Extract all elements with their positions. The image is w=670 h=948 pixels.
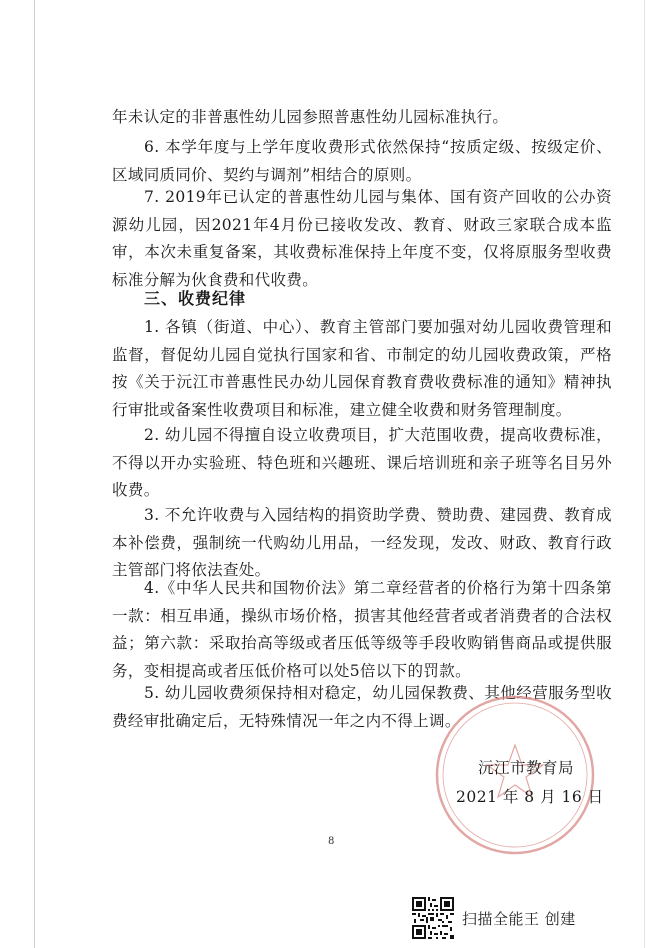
discipline-item-2: 2. 幼儿园不得擅自设立收费项目，扩大范围收费，提高收费标准，不得以开办实验班、特色班和兴趣班、课后培训班和亲子班等名目另外收费。 (112, 426, 612, 499)
scan-left-edge (34, 0, 35, 948)
discipline-item-1: 1. 各镇（街道、中心）、教育主管部门要加强对幼儿园收费管理和监督，督促幼儿园自觉执行国家和省、市制定的幼儿园收费政策，严格按《关于沅江市普惠性民办幼儿园保育教育费收费标准的通知》精神执行审批或备案性收费项目和标准，建立健全收费和财务管理制度。 (112, 318, 612, 419)
section-heading: 三、收费纪律 (144, 289, 247, 308)
scan-right-edge (644, 0, 645, 948)
discipline-item-5: 5. 幼儿园收费须保持相对稳定，幼儿园保教费、其他经营服务型收费经审批确定后，无特殊情况一年之内不得上调。 (112, 684, 612, 730)
discipline-item-4: 4.《中华人民共和国物价法》第二章经营者的价格行为第十四条第一款：相互串通，操纵市场价格，损害其他经营者或者消费者的合法权益；第六款：采取抬高等级或者压低等级等手段收购销售商品或提供服务，变相提高或者压低价格可以处5倍以下的罚款。 (112, 579, 612, 680)
scanner-app-label: 扫描全能王 创建 (462, 909, 576, 928)
paragraph-item-6: 6. 本学年度与上学年度收费形式依然保持“按质定级、按级定价、区域同质同价、契约与调剂”相结合的原则。 (112, 138, 612, 184)
page-number: 8 (328, 836, 335, 847)
issue-date: 2021 年 8 月 16 日 (456, 788, 604, 806)
scanner-watermark (412, 896, 576, 940)
qr-code-icon (412, 897, 454, 939)
discipline-item-3: 3. 不允许收费与入园结构的捐资助学费、赞助费、建园费、教育成本补偿费，强制统一代购幼儿用品，一经发现，发改、财政、教育行政主管部门将依法查处。 (112, 506, 612, 579)
paragraph-item-7: 7. 2019年已认定的普惠性幼儿园与集体、国有资产回收的公办资源幼儿园，因2021年4月份已接收发改、教育、财政三家联合成本监审，本次未重复备案，其收费标准保持上年度不变，仅将原服务型收费标准分解为伙食费和代收费。 (112, 188, 612, 289)
paragraph-continuation: 年未认定的非普惠性幼儿园参照普惠性幼儿园标准执行。 (112, 108, 509, 126)
issuer-name: 沅江市教育局 (478, 759, 575, 777)
